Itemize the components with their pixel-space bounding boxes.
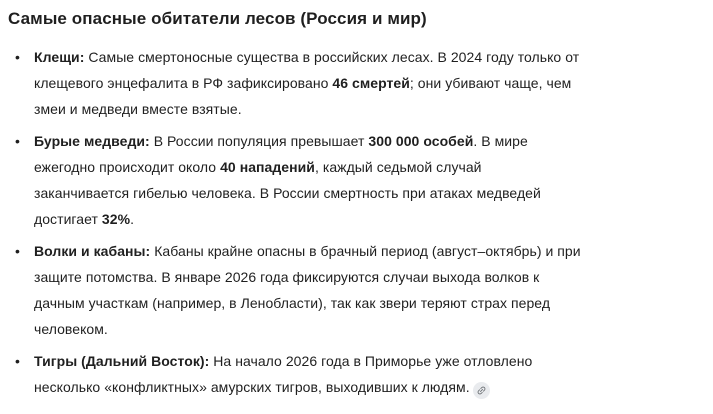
list-item-text xyxy=(34,348,693,400)
bullet-marker: • xyxy=(15,49,20,65)
text-line xyxy=(34,348,693,374)
bold-text-segment: Волки и кабаны: xyxy=(34,243,151,259)
text-segment: Кабаны крайне опасны в брачный период (август–октябрь) и при xyxy=(150,243,581,259)
text-segment: несколько «конфликтных» амурских тигров, выходивших к людям. xyxy=(34,379,470,395)
text-segment: змеи и медведи вместе взятые. xyxy=(34,101,242,117)
bold-text-segment: Тигры (Дальний Восток): xyxy=(34,353,210,369)
bold-text-segment: 40 нападений xyxy=(220,159,315,175)
text-segment: защите потомства. В январе 2026 года фиксируются случаи выхода волков к xyxy=(34,269,540,285)
text-line xyxy=(34,264,693,290)
page-title: Самые опасные обитатели лесов (Россия и мир) xyxy=(8,9,427,28)
text-line xyxy=(34,290,693,316)
source-link-chip[interactable] xyxy=(473,382,490,399)
text-segment: Самые смертоносные существа в российских лесах. В 2024 году только от xyxy=(84,49,580,65)
text-line xyxy=(34,70,693,96)
bullet-marker: • xyxy=(15,353,20,369)
list-item-text xyxy=(34,238,693,342)
link-icon xyxy=(473,382,489,398)
text-segment: заканчивается гибелью человека. В России смертность при атаках медведей xyxy=(34,185,541,201)
text-line xyxy=(34,206,693,232)
text-segment: На начало 2026 года в Приморье уже отловлено xyxy=(209,353,533,369)
text-segment: достигает xyxy=(34,211,102,227)
text-segment: дачным участкам (например, в Ленобласти), так как звери теряют страх перед xyxy=(34,295,551,311)
bold-text-segment: Бурые медведи: xyxy=(34,133,150,149)
text-segment: В России популяция превышает xyxy=(149,133,369,149)
text-segment: . В мире xyxy=(473,133,528,149)
text-segment: . xyxy=(130,211,135,227)
text-line xyxy=(34,154,693,180)
list-item xyxy=(8,238,693,342)
text-line xyxy=(34,128,693,154)
list-item xyxy=(8,44,693,122)
text-line xyxy=(34,180,693,206)
text-segment: клещевого энцефалита в РФ зафиксировано xyxy=(34,75,333,91)
text-segment: человеком. xyxy=(34,321,108,337)
text-line xyxy=(34,316,693,342)
bullet-marker: • xyxy=(15,133,20,149)
list-item xyxy=(8,348,693,400)
text-segment: ежегодно происходит около xyxy=(34,159,221,175)
text-segment: , каждый седьмой случай xyxy=(314,159,482,175)
text-line xyxy=(34,44,693,70)
list-item-text xyxy=(34,44,693,122)
bullet-list xyxy=(8,44,693,400)
bold-text-segment: 32% xyxy=(101,211,131,227)
text-line xyxy=(34,96,693,122)
bullet-marker: • xyxy=(15,243,20,259)
text-line xyxy=(34,238,693,264)
bold-text-segment: 300 000 особей xyxy=(368,133,474,149)
text-line xyxy=(34,374,693,400)
list-item-text xyxy=(34,128,693,232)
text-segment: ; они убивают чаще, чем xyxy=(409,75,572,91)
bold-text-segment: 46 смертей xyxy=(332,75,410,91)
bold-text-segment: Клещи: xyxy=(34,49,85,65)
list-item xyxy=(8,128,693,232)
